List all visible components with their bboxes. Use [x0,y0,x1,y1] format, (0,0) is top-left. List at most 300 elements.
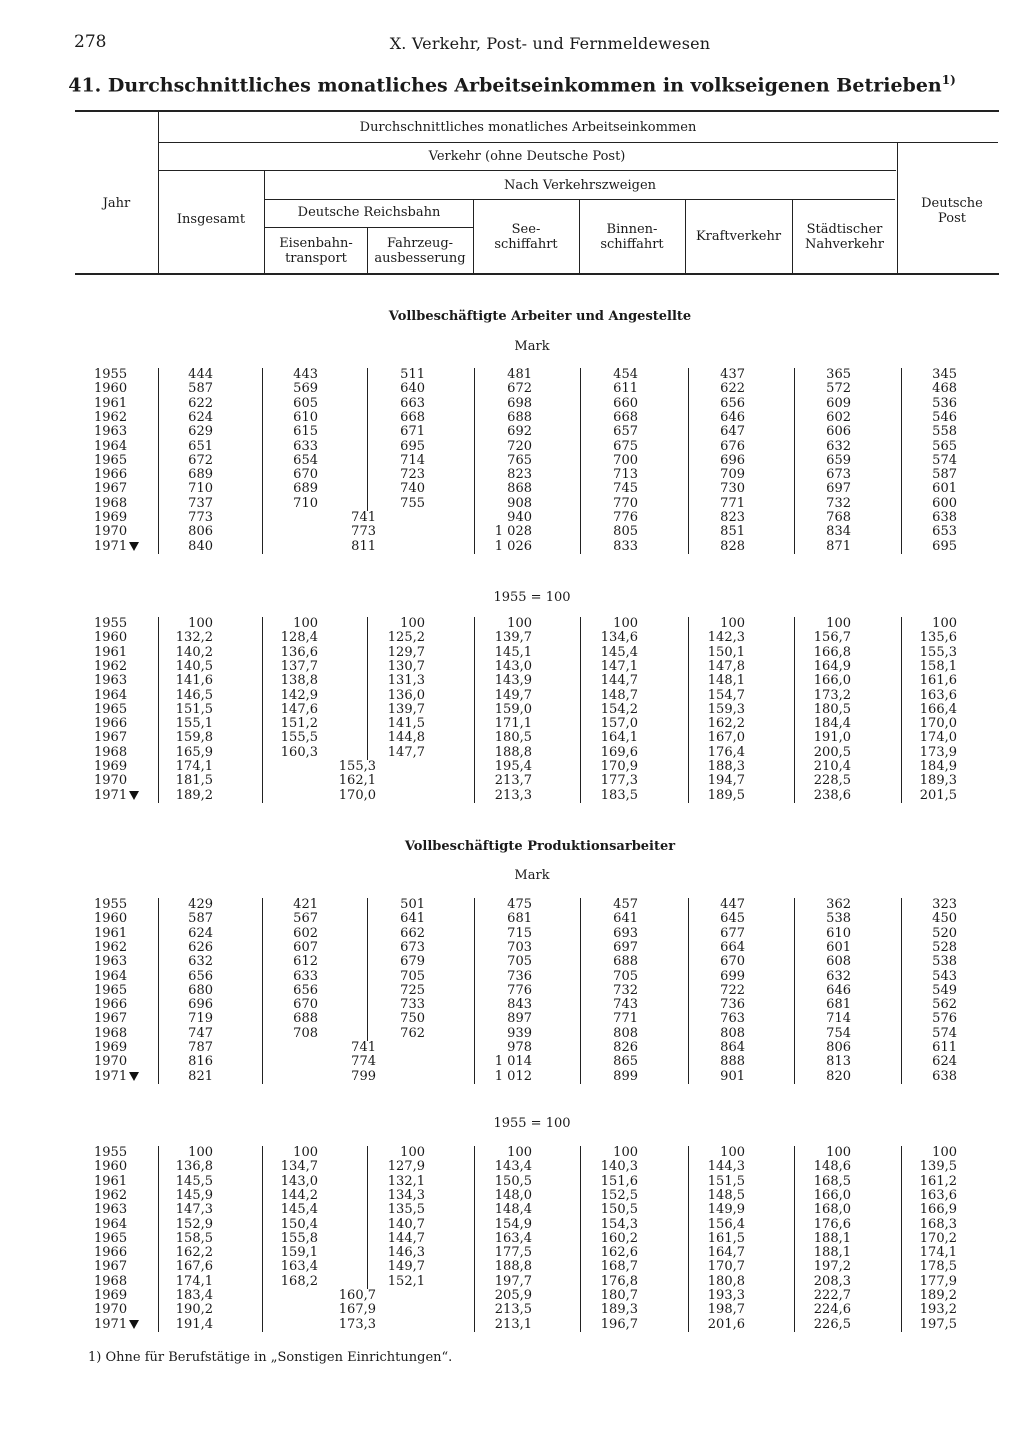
insgesamt-cell: 629 [188,424,213,440]
kraft-cell: 154,7 [707,687,745,703]
post-cell: 549 [932,982,957,998]
year-label: 1961 [94,395,128,411]
reichsbahn-merged-cell: 741 [351,510,376,525]
fahrzeug-cell: 136,0 [387,687,425,703]
post-cell: 695 [932,538,957,554]
year-label: 1971 [94,1068,128,1084]
eisenbahn-cell: 610 [293,409,318,425]
binnen-cell: 177,3 [600,773,638,789]
post-cell: 201,5 [919,787,957,803]
insgesamt-cell: 787 [188,1040,213,1055]
year-cell [94,1027,138,1041]
header-insgesamt: Insgesamt [176,212,246,227]
kraft-cell: 170,7 [707,1259,745,1275]
stadt-cell: 681 [826,997,851,1013]
table-row [0,789,1024,803]
year-cell [94,746,138,760]
year-cell [94,1203,138,1217]
kraft-cell: 437 [720,367,745,382]
header-rule-4 [265,227,473,228]
insgesamt-cell: 147,3 [175,1202,213,1218]
header-binnen-l2: schiffahrt [600,237,664,252]
year-cell [94,970,138,984]
table-row [0,1318,1024,1332]
kraft-cell: 808 [720,1025,745,1041]
insgesamt-cell: 626 [188,939,213,955]
see-cell: 154,9 [494,1216,532,1232]
header-fahrzeug-l1: Fahrzeug- [386,236,454,251]
eisenbahn-cell: 708 [293,1025,318,1041]
section-unit: Mark [514,339,550,354]
fahrzeug-cell: 132,1 [387,1173,425,1189]
table-row [0,540,1024,554]
year-cell [94,1260,138,1274]
post-cell: 174,1 [919,1245,957,1261]
stadt-cell: 608 [826,954,851,970]
header-fahrzeug [367,236,473,266]
binnen-cell: 713 [613,467,638,483]
year-cell [94,511,138,525]
stadt-cell: 659 [826,452,851,468]
kraft-cell: 696 [720,452,745,468]
see-cell: 776 [507,982,532,998]
kraft-cell: 730 [720,481,745,497]
fahrzeug-cell: 134,3 [387,1187,425,1203]
post-cell: 135,6 [919,630,957,646]
reichsbahn-merged-cell: 167,9 [338,1302,376,1318]
stadt-cell: 173,2 [813,687,851,703]
insgesamt-cell: 816 [188,1054,213,1070]
stadt-cell: 180,5 [813,701,851,717]
insgesamt-cell: 587 [188,911,213,927]
year-label: 1967 [94,1011,128,1027]
year-label: 1964 [94,687,128,703]
year-label: 1965 [94,982,128,998]
year-cell [94,1289,138,1303]
binnen-cell: 808 [613,1025,638,1041]
binnen-cell: 168,7 [600,1259,638,1275]
year-label: 1961 [94,644,128,660]
eisenbahn-cell: 143,0 [280,1173,318,1189]
insgesamt-cell: 840 [188,538,213,554]
year-cell [94,540,138,554]
binnen-cell: 151,6 [600,1173,638,1189]
table-row [0,955,1024,969]
binnen-cell: 833 [613,538,638,554]
header-see [473,222,579,252]
table-row [0,482,1024,496]
see-cell: 177,5 [494,1245,532,1261]
year-cell [94,774,138,788]
insgesamt-cell: 189,2 [175,787,213,803]
see-cell: 978 [507,1040,532,1055]
see-cell: 213,3 [494,787,532,803]
binnen-cell: 176,8 [600,1273,638,1289]
table-row [0,1160,1024,1174]
insgesamt-cell: 136,8 [175,1159,213,1175]
insgesamt-cell: 651 [188,438,213,454]
binnen-cell: 150,5 [600,1202,638,1218]
year-label: 1967 [94,1259,128,1275]
year-cell [94,1303,138,1317]
year-label: 1955 [94,897,128,912]
eisenbahn-cell: 134,7 [280,1159,318,1175]
eisenbahn-cell: 100 [293,616,318,631]
post-cell: 184,9 [919,759,957,774]
fahrzeug-cell: 755 [400,495,425,511]
see-cell: 195,4 [494,759,532,774]
fahrzeug-cell: 100 [400,1145,425,1160]
kraft-cell: 148,1 [707,673,745,689]
year-label: 1971 [94,538,128,554]
binnen-cell: 743 [613,997,638,1013]
eisenbahn-cell: 569 [293,381,318,397]
header-jahr: Jahr [102,196,131,211]
kraft-cell: 151,5 [707,1173,745,1189]
stadt-cell: 226,5 [813,1316,851,1332]
table-row [0,1260,1024,1274]
year-cell [94,646,138,660]
table-row [0,368,1024,382]
year-label: 1963 [94,673,128,689]
fahrzeug-cell: 750 [400,1011,425,1027]
post-cell: 638 [932,1068,957,1084]
post-cell: 323 [932,897,957,912]
stadt-cell: 834 [826,524,851,540]
year-label: 1965 [94,701,128,717]
table-row [0,760,1024,774]
post-cell: 189,2 [919,1288,957,1303]
stadt-cell: 168,5 [813,1173,851,1189]
insgesamt-cell: 167,6 [175,1259,213,1275]
fahrzeug-cell: 671 [400,424,425,440]
stadt-cell: 632 [826,438,851,454]
reichsbahn-merged-cell: 173,3 [338,1316,376,1332]
see-cell: 688 [507,409,532,425]
year-cell [94,1246,138,1260]
fahrzeug-cell: 501 [400,897,425,912]
binnen-cell: 100 [613,616,638,631]
year-cell [94,689,138,703]
post-cell: 653 [932,524,957,540]
post-cell: 170,2 [919,1230,957,1246]
see-cell: 213,5 [494,1302,532,1318]
binnen-cell: 134,6 [600,630,638,646]
kraft-cell: 142,3 [707,630,745,646]
header-post-l2: Post [938,211,966,226]
stadt-cell: 191,0 [813,730,851,746]
fahrzeug-cell: 147,7 [387,744,425,760]
fahrzeug-cell: 131,3 [387,673,425,689]
post-cell: 546 [932,409,957,425]
see-cell: 843 [507,997,532,1013]
fahrzeug-cell: 733 [400,997,425,1013]
year-label: 1965 [94,452,128,468]
header-post [897,196,1007,226]
see-cell: 481 [507,367,532,382]
insgesamt-cell: 773 [188,510,213,525]
year-cell [94,382,138,396]
year-label: 1971 [94,787,128,803]
post-cell: 562 [932,997,957,1013]
table-row [0,898,1024,912]
table-row [0,703,1024,717]
binnen-cell: 147,1 [600,658,638,674]
year-cell [94,1189,138,1203]
see-cell: 897 [507,1011,532,1027]
post-cell: 193,2 [919,1302,957,1318]
year-cell [94,941,138,955]
year-cell [94,525,138,539]
year-label: 1964 [94,438,128,454]
binnen-cell: 660 [613,395,638,411]
insgesamt-cell: 680 [188,982,213,998]
year-cell [94,1160,138,1174]
fahrzeug-cell: 740 [400,481,425,497]
year-cell [94,368,138,382]
see-cell: 868 [507,481,532,497]
table-row [0,1041,1024,1055]
binnen-cell: 152,5 [600,1187,638,1203]
triangle-down-icon [129,1320,139,1329]
year-label: 1962 [94,1187,128,1203]
table-row [0,440,1024,454]
table-row [0,617,1024,631]
binnen-cell: 148,7 [600,687,638,703]
running-header: X. Verkehr, Post- und Fernmeldewesen [389,34,711,53]
post-cell: 100 [932,1145,957,1160]
table-row [0,1070,1024,1084]
fahrzeug-cell: 125,2 [387,630,425,646]
insgesamt-cell: 100 [188,616,213,631]
table-row [0,511,1024,525]
binnen-cell: 641 [613,911,638,927]
fahrzeug-cell: 705 [400,968,425,984]
post-cell: 543 [932,968,957,984]
eisenbahn-cell: 144,2 [280,1187,318,1203]
stadt-cell: 224,6 [813,1302,851,1318]
insgesamt-cell: 140,5 [175,658,213,674]
header-reichsbahn: Deutsche Reichsbahn [297,205,441,220]
fahrzeug-cell: 511 [400,367,425,382]
year-cell [94,468,138,482]
post-cell: 528 [932,939,957,955]
insgesamt-cell: 632 [188,954,213,970]
binnen-cell: 169,6 [600,744,638,760]
insgesamt-cell: 132,2 [175,630,213,646]
year-cell [94,955,138,969]
year-label: 1955 [94,367,128,382]
stadt-cell: 228,5 [813,773,851,789]
table-row [0,1027,1024,1041]
kraft-cell: 763 [720,1011,745,1027]
fahrzeug-cell: 149,7 [387,1259,425,1275]
eisenbahn-cell: 168,2 [280,1273,318,1289]
post-cell: 624 [932,1054,957,1070]
year-label: 1970 [94,1302,128,1318]
table-row [0,1275,1024,1289]
binnen-cell: 668 [613,409,638,425]
fahrzeug-cell: 135,5 [387,1202,425,1218]
table-row [0,1146,1024,1160]
year-cell [94,1318,138,1332]
stadt-cell: 714 [826,1011,851,1027]
eisenbahn-cell: 567 [293,911,318,927]
kraft-cell: 709 [720,467,745,483]
year-cell [94,1218,138,1232]
see-cell: 171,1 [494,716,532,732]
table-row [0,468,1024,482]
year-label: 1969 [94,1040,128,1055]
stadt-cell: 768 [826,510,851,525]
insgesamt-cell: 181,5 [175,773,213,789]
reichsbahn-merged-cell: 773 [351,524,376,540]
kraft-cell: 851 [720,524,745,540]
stadt-cell: 168,0 [813,1202,851,1218]
table-row [0,1203,1024,1217]
header-stadt-l1: Städtischer [806,222,883,237]
binnen-cell: 688 [613,954,638,970]
header-rule-2 [158,170,896,171]
table-row [0,1055,1024,1069]
post-cell: 450 [932,911,957,927]
header-see-l2: schiffahrt [494,237,558,252]
year-cell [94,984,138,998]
fahrzeug-cell: 662 [400,925,425,941]
header-see-l1: See- [511,222,541,237]
insgesamt-cell: 191,4 [175,1316,213,1332]
stadt-cell: 222,7 [813,1288,851,1303]
post-cell: 538 [932,954,957,970]
insgesamt-cell: 174,1 [175,759,213,774]
year-label: 1966 [94,467,128,483]
kraft-cell: 647 [720,424,745,440]
insgesamt-cell: 145,5 [175,1173,213,1189]
table-title [0,73,1024,96]
post-cell: 601 [932,481,957,497]
insgesamt-cell: 821 [188,1068,213,1084]
stadt-cell: 572 [826,381,851,397]
binnen-cell: 154,2 [600,701,638,717]
post-cell: 158,1 [919,658,957,674]
post-cell: 587 [932,467,957,483]
binnen-cell: 170,9 [600,759,638,774]
reichsbahn-merged-cell: 160,7 [338,1288,376,1303]
year-cell [94,1275,138,1289]
binnen-cell: 454 [613,367,638,382]
kraft-cell: 198,7 [707,1302,745,1318]
eisenbahn-cell: 159,1 [280,1245,318,1261]
see-cell: 1 012 [494,1068,532,1084]
eisenbahn-cell: 163,4 [280,1259,318,1275]
year-label: 1962 [94,409,128,425]
binnen-cell: 180,7 [600,1288,638,1303]
stadt-cell: 365 [826,367,851,382]
year-cell [94,674,138,688]
table-row [0,646,1024,660]
stadt-cell: 806 [826,1040,851,1055]
stadt-cell: 238,6 [813,787,851,803]
header-fahrzeug-l2: ausbesserung [374,251,466,266]
see-cell: 672 [507,381,532,397]
year-cell [94,660,138,674]
fahrzeug-cell: 144,7 [387,1230,425,1246]
kraft-cell: 147,8 [707,658,745,674]
year-label: 1969 [94,510,128,525]
year-label: 1961 [94,1173,128,1189]
see-cell: 940 [507,510,532,525]
fahrzeug-cell: 762 [400,1025,425,1041]
stadt-cell: 148,6 [813,1159,851,1175]
eisenbahn-cell: 137,7 [280,658,318,674]
table-row [0,660,1024,674]
kraft-cell: 656 [720,395,745,411]
binnen-cell: 183,5 [600,787,638,803]
fahrzeug-cell: 663 [400,395,425,411]
stadt-cell: 197,2 [813,1259,851,1275]
insgesamt-cell: 152,9 [175,1216,213,1232]
eisenbahn-cell: 443 [293,367,318,382]
year-label: 1963 [94,954,128,970]
see-cell: 908 [507,495,532,511]
year-cell [94,731,138,745]
kraft-cell: 148,5 [707,1187,745,1203]
section-title: Vollbeschäftigte Produktionsarbeiter [404,839,676,854]
year-label: 1970 [94,773,128,789]
see-cell: 1 026 [494,538,532,554]
fahrzeug-cell: 695 [400,438,425,454]
stadt-cell: 166,8 [813,644,851,660]
stadt-cell: 697 [826,481,851,497]
page-number: 278 [74,32,107,52]
year-label: 1964 [94,1216,128,1232]
section-unit: Mark [514,868,550,883]
binnen-cell: 770 [613,495,638,511]
kraft-cell: 149,9 [707,1202,745,1218]
fahrzeug-cell: 100 [400,616,425,631]
reichsbahn-merged-cell: 811 [351,538,376,554]
insgesamt-cell: 141,6 [175,673,213,689]
year-label: 1961 [94,925,128,941]
kraft-cell: 676 [720,438,745,454]
binnen-cell: 899 [613,1068,638,1084]
fahrzeug-cell: 673 [400,939,425,955]
table-row [0,1289,1024,1303]
stadt-cell: 166,0 [813,673,851,689]
kraft-cell: 828 [720,538,745,554]
year-label: 1962 [94,658,128,674]
reichsbahn-merged-cell: 741 [351,1040,376,1055]
table-row [0,1012,1024,1026]
binnen-cell: 776 [613,510,638,525]
see-cell: 765 [507,452,532,468]
see-cell: 475 [507,897,532,912]
binnen-cell: 189,3 [600,1302,638,1318]
binnen-cell: 160,2 [600,1230,638,1246]
insgesamt-cell: 146,5 [175,687,213,703]
post-cell: 611 [932,1040,957,1055]
triangle-down-icon [129,791,139,800]
year-label: 1969 [94,759,128,774]
see-cell: 703 [507,939,532,955]
post-cell: 170,0 [919,716,957,732]
post-cell: 100 [932,616,957,631]
see-cell: 145,1 [494,644,532,660]
year-label: 1960 [94,630,128,646]
post-cell: 576 [932,1011,957,1027]
binnen-cell: 805 [613,524,638,540]
year-label: 1966 [94,997,128,1013]
